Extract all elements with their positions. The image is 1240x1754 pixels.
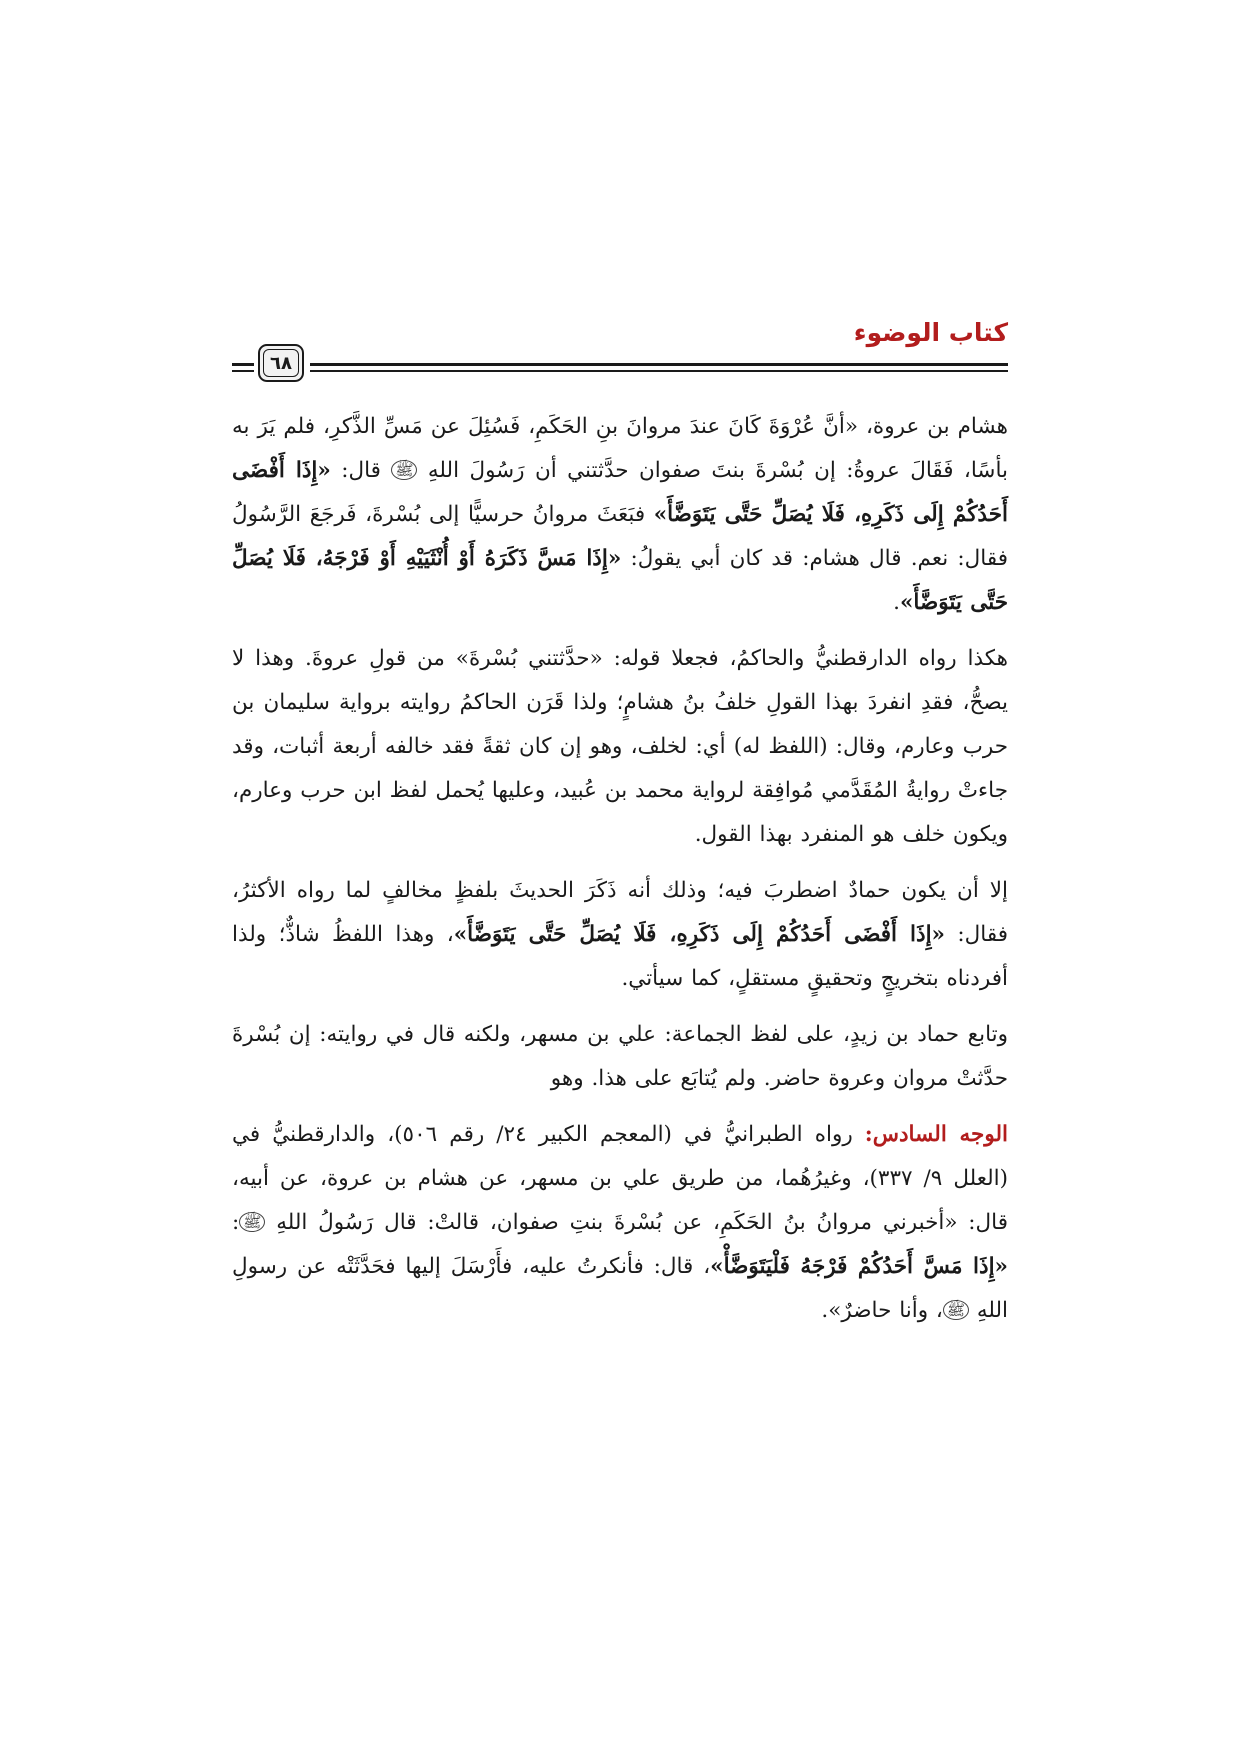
salawat-glyph: ﷺ — [943, 1300, 969, 1320]
p5-text-1: رواه الطبرانيُّ في (المعجم الكبير ٢٤/ رقم ٥٠٦)، والدارقطنيُّ في (العلل ٩/ ٣٣٧)، وغيرُهُما، من طريق علي بن مسهر، عن هشام بن عروة، عن أبيه، قال: «أخبرني مروانُ بنُ الحَكَمِ، عن بُسْرةَ بنتِ صفوان، قالتْ: قال رَسُولُ اللهِ — [232, 1122, 1009, 1235]
header-rule-thick — [310, 363, 1008, 366]
p5-text-3: ، قال: فأنكرتُ عليه، فأَرْسَلَ إليها فحَدَّثَتْه عن رسولِ اللهِ — [232, 1254, 1008, 1323]
paragraph-5 — [232, 1113, 1008, 1333]
p5-lead-heading: الوجه السادس: — [864, 1122, 1008, 1147]
p1-text-2: قال: — [341, 458, 381, 483]
header-rule-thin — [310, 370, 1008, 372]
paragraph-4: وتابع حماد بن زيدٍ، على لفظ الجماعة: علي بن مسهر، ولكنه قال في روايته: إن بُسْرةَ حدَّثتْ مروان وعروة حاضر. ولم يُتابَع على هذا. وهو — [232, 1022, 1008, 1091]
p1-hadith-2: «إِذَا مَسَّ ذَكَرَهُ أَوْ أُنْثَيَيْهِ أَوْ فَرْجَهُ، فَلَا يُصَلِّ حَتَّى يَتَوَضَّأَ» — [232, 546, 1008, 615]
chapter-title: كتاب الوضوء — [853, 318, 1008, 347]
header-rule-stub-thin — [232, 370, 254, 372]
salawat-glyph: ﷺ — [391, 460, 417, 480]
p5-hadith-1: «إِذَا مَسَّ أَحَدُكُمْ فَرْجَهُ فَلْيَتَوَضَّأْ» — [710, 1254, 1008, 1279]
p5-text-2: : — [232, 1210, 240, 1235]
paragraph-1 — [232, 405, 1008, 625]
page-number: ٦٨ — [270, 352, 292, 374]
p3-text-1: إلا أن يكون حمادٌ اضطربَ فيه؛ وذلك أنه ذَكَرَ الحديثَ بلفظٍ مخالفٍ لما رواه الأكثرُ، فقال: — [232, 878, 1008, 947]
page-header — [232, 318, 1008, 390]
p3-text-2: ، وهذا اللفظُ شاذٌّ؛ ولذا أفردناه بتخريجٍ وتحقيقٍ مستقلٍ، كما سيأتي. — [232, 922, 1008, 991]
p1-text-4: . — [893, 590, 900, 615]
paragraph-3 — [232, 869, 1008, 1001]
p1-hadith-1: «إِذَا أَفْضَى أَحَدُكُمْ إِلَى ذَكَرِهِ، فَلَا يُصَلِّ حَتَّى يَتَوَضَّأَ» — [232, 458, 1008, 527]
p5-text-4: ، وأنا حاضرٌ». — [821, 1298, 943, 1323]
p1-text-3: فبَعَثَ مروانُ حرسيًّا إلى بُسْرةَ، فَرجَعَ الرَّسُولُ فقال: نعم. قال هشام: قد كان أبي يقولُ: — [232, 502, 1008, 571]
header-rule-stub-thick — [232, 363, 254, 366]
salawat-glyph: ﷺ — [239, 1212, 265, 1232]
page-body — [232, 405, 1008, 1333]
paragraph-2: هكذا رواه الدارقطنيُّ والحاكمُ، فجعلا قوله: «حدَّثتني بُسْرةَ» من قولِ عروةَ. وهذا لا يصحُّ، فقدِ انفردَ بهذا القولِ خلفُ بنُ هشامٍ؛ ولذا قَرَن الحاكمُ روايته برواية سليمان بن حرب وعارم، وقال: (اللفظ له) أي: لخلف، وهو إن كان ثقةً فقد خالفه أربعة أثبات، وقد جاءتْ روايةُ المُقَدَّمي مُوافِقة لرواية محمد بن عُبيد، وعليها يُحمل لفظ ابن حرب وعارم، ويكون خلف هو المنفرد بهذا القول. — [232, 646, 1008, 847]
page-number-badge — [258, 344, 304, 382]
p1-text-1: هشام بن عروة، «أنَّ عُرْوَةَ كَانَ عندَ مروانَ بنِ الحَكَمِ، فَسُئِلَ عن مَسِّ الذَّكرِ، فلم يَرَ به بأسًا، فَقَالَ عروةُ: إن بُسْرةَ بنتَ صفوان حدَّثتني أن رَسُولَ اللهِ — [232, 414, 1008, 483]
p3-hadith-1: «إِذَا أَفْضَى أَحَدُكُمْ إِلَى ذَكَرِهِ، فَلَا يُصَلِّ حَتَّى يَتَوَضَّأَ» — [453, 922, 945, 947]
